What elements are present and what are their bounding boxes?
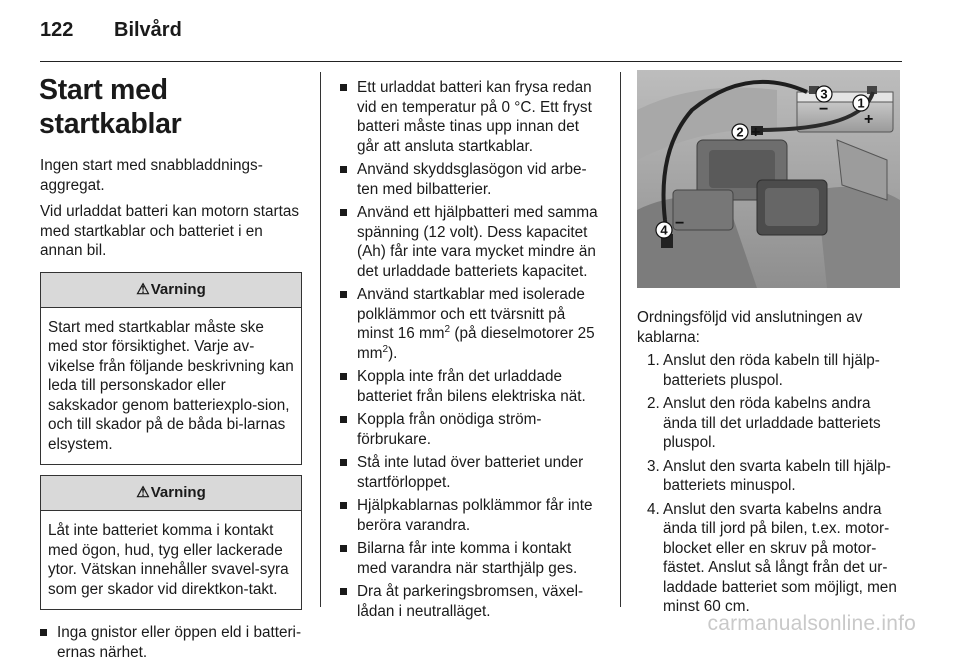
- bullet-square-icon: [340, 588, 347, 595]
- steps-list: [637, 351, 905, 617]
- bullet-square-icon: [340, 209, 347, 216]
- list-item: 3. Anslut den svarta kabeln till hjälp-batteriets minuspol.: [647, 457, 891, 494]
- warning-label: Varning: [150, 484, 206, 502]
- plus-sign-2: +: [751, 124, 761, 141]
- column-divider-2: [620, 72, 621, 607]
- warning-text: Låt inte batteriet komma i kontakt med ögon, hud, tyg eller lackerade ytor. Vätskan innehåller svavel-syra som ger skador vid direktkon-takt.: [48, 522, 289, 598]
- intro-paragraph-2: Vid urladdat batteri kan motorn startas med startkablar och batteriet i en annan bil.: [40, 203, 300, 259]
- list-item: Ett urladdat batteri kan frysa redan vid en temperatur på 0 °C. Ett fryst batteri måste tinas upp innan det går att ansluta startkablar.: [340, 78, 604, 156]
- bullet-square-icon: [340, 373, 347, 380]
- header-rule: [40, 61, 902, 62]
- warning-header: [41, 476, 301, 511]
- bullet-square-icon: [340, 545, 347, 552]
- bullet-square-icon: [340, 291, 347, 298]
- list-item: Koppla från onödiga ström-förbrukare.: [340, 410, 604, 449]
- list-item: 1. Anslut den röda kabeln till hjälp-batteriets pluspol.: [647, 352, 880, 389]
- bullet-square-icon: [340, 502, 347, 509]
- page-number: 122: [40, 19, 74, 41]
- list-item: Inga gnistor eller öppen eld i batteri-ernas närhet.: [40, 623, 302, 662]
- label-2: 2: [736, 124, 744, 140]
- minus-sign-3: −: [819, 101, 829, 118]
- label-4: 4: [660, 222, 668, 238]
- label-1: 1: [857, 95, 865, 111]
- list-item: Stå inte lutad över batteriet under startförloppet.: [340, 453, 604, 492]
- warning-box-2: [40, 475, 302, 610]
- watermark: carmanualsonline.info: [707, 612, 916, 635]
- column-right: [637, 70, 905, 621]
- warning-triangle-icon: ⚠: [136, 280, 150, 298]
- list-item: Dra åt parkeringsbromsen, växel-lådan i neutralläget.: [340, 582, 604, 621]
- list-item: Använd startkablar med isolerade polklämmor och ett tvärsnitt på minst 16 $mm^2$ (på dieselmotorer 25 $mm^2$).: [340, 285, 604, 363]
- column-divider-1: [320, 72, 321, 607]
- list-item: 4. Anslut den svarta kabelns andra ända till jord på bilen, t.ex. motor-blocket eller en skruv på motor-fästet. Anslut så långt från det ur-laddade batteriet som möjligt, men minst 60 cm.: [647, 500, 897, 615]
- warning-box-1: [40, 272, 302, 466]
- steps-intro: Ordningsföljd vid anslutningen av kablarna:: [637, 309, 863, 346]
- bullet-square-icon: [340, 84, 347, 91]
- bullet-square-icon: [40, 629, 47, 636]
- column-middle: [340, 78, 604, 625]
- list-item: Använd skyddsglasögon vid arbe-ten med bilbatterier.: [340, 160, 604, 199]
- chapter-title: Bilvård: [114, 19, 182, 41]
- list-item: Använd ett hjälpbatteri med samma spänning (12 volt). Dess kapacitet (Ah) får inte vara mycket mindre än det urladdade batteriets kapacitet.: [340, 203, 604, 281]
- column-left: [40, 71, 302, 666]
- minus-sign-4: −: [675, 215, 685, 232]
- label-3: 3: [820, 86, 828, 102]
- warning-header: [41, 273, 301, 308]
- intro-paragraph-1: Ingen start med snabbladdnings-aggregat.: [40, 157, 263, 194]
- section-title: Start med startkablar: [39, 74, 182, 140]
- list-item: Koppla inte från det urladdade batteriet från bilens elektriska nät.: [340, 367, 604, 406]
- plus-sign-1: +: [864, 111, 874, 128]
- list-item: 2. Anslut den röda kabelns andra ända till det urladdade batteriets pluspol.: [647, 395, 881, 451]
- warning-triangle-icon: ⚠: [136, 484, 150, 502]
- warning-label: Varning: [150, 280, 206, 298]
- list-item: Hjälpkablarnas polklämmor får inte beröra varandra.: [340, 496, 604, 535]
- list-item: Bilarna får inte komma i kontakt med varandra när starthjälp ges.: [340, 539, 604, 578]
- jump-start-illustration: [637, 70, 900, 288]
- bullet-list-middle: [340, 78, 604, 621]
- bullet-list-left: [40, 623, 302, 662]
- warning-text: Start med startkablar måste ske med stor försiktighet. Varje av-vikelse från följande beskrivning kan leda till personskador eller sakskador genom batteriexplo-sion, och till skador på de båda bi-larnas elsystem.: [48, 318, 294, 453]
- bullet-square-icon: [340, 416, 347, 423]
- bullet-square-icon: [340, 459, 347, 466]
- bullet-square-icon: [340, 166, 347, 173]
